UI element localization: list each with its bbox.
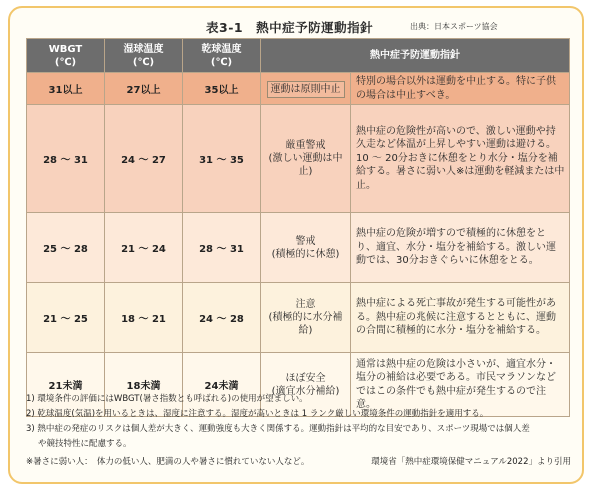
table-row xyxy=(27,105,570,213)
citation: 環境省「熱中症環境保健マニュアル2022」より引用 xyxy=(371,457,571,467)
cell-dry: 24未満 xyxy=(183,353,261,417)
cell-description: 通常は熱中症の危険は小さいが、適宜水分・塩分の補給は必要である。市民マラソンなどではこの条件でも熱中症が発生するので注意。 xyxy=(351,353,570,417)
header-wbgt-text: WBGT (℃) xyxy=(48,43,83,68)
cell-wbgt: 31以上 xyxy=(27,73,105,105)
notes-section xyxy=(26,392,571,452)
header-wet-text: 湿球温度 (℃) xyxy=(123,43,164,68)
header-guideline-text: 熱中症予防運動指針 xyxy=(370,50,460,61)
cell-dry: 31 〜 35 xyxy=(183,105,261,213)
level-label: 厳重警戒 (激しい運動は中止) xyxy=(268,140,343,177)
cell-level xyxy=(261,105,351,213)
level-label: 警戒 (積極的に休憩) xyxy=(271,235,340,260)
note-3-continued: や競技特性に配慮する。 xyxy=(38,439,132,449)
cell-level xyxy=(261,283,351,353)
cell-wet: 27以上 xyxy=(105,73,183,105)
title-row xyxy=(10,18,586,38)
header-wet-bulb xyxy=(105,39,183,73)
source-note: 出典：日本スポーツ協会 xyxy=(410,22,498,31)
level-label: 注意 (積極的に水分補給) xyxy=(268,299,343,336)
header-wbgt xyxy=(27,39,105,73)
cell-description: 特別の場合以外は運動を中止する。特に子供の場合は中止すべき。 xyxy=(351,73,570,105)
footnote: ※暑さに弱い人： 体力の低い人、肥満の人や暑さに慣れていない人など。 xyxy=(26,457,310,467)
level-label: ほぼ安全 (適宜水分補給) xyxy=(271,372,340,397)
header-row xyxy=(27,39,570,73)
guideline-table xyxy=(26,38,570,417)
header-guideline xyxy=(261,39,570,73)
cell-wbgt: 21 〜 25 xyxy=(27,283,105,353)
cell-wet: 21 〜 24 xyxy=(105,213,183,283)
cell-description: 熱中症の危険性が高いので、激しい運動や持久走など体温が上昇しやすい運動は避ける。10 〜 20分おきに休憩をとり水分・塩分を補給する。暑さに弱い人※は運動を軽減または中止。 xyxy=(351,105,570,213)
cell-wbgt: 28 〜 31 xyxy=(27,105,105,213)
cell-dry: 35以上 xyxy=(183,73,261,105)
table-title: 表3-1 熱中症予防運動指針 xyxy=(206,20,374,35)
cell-level xyxy=(261,213,351,283)
table-row xyxy=(27,283,570,353)
cell-description: 熱中症による死亡事故が発生する可能性がある。熱中症の兆候に注意するとともに、運動の合間に積極的に水分・塩分を補給する。 xyxy=(351,283,570,353)
cell-dry: 28 〜 31 xyxy=(183,213,261,283)
table-row xyxy=(27,213,570,283)
cell-wbgt: 21未満 xyxy=(27,353,105,417)
cell-description: 熱中症の危険が増すので積極的に休憩をとり、適宜、水分・塩分を補給する。激しい運動では、30分おきぐらいに休憩をとる。 xyxy=(351,213,570,283)
header-dry-bulb xyxy=(183,39,261,73)
cell-dry: 24 〜 28 xyxy=(183,283,261,353)
note-3: 3) 熱中症の発症のリスクは個人差が大きく、運動強度も大きく関係する。運動指針は平均的な目安であり、スポーツ現場では個人差 xyxy=(26,424,530,434)
note-1: 1) 環境条件の評価にはWBGT(暑さ指数とも呼ばれる)の使用が望ましい。 xyxy=(26,394,308,404)
cell-wet: 24 〜 27 xyxy=(105,105,183,213)
cell-wet: 18未満 xyxy=(105,353,183,417)
note-2: 2) 乾球温度(気温)を用いるときは、湿度に注意する。湿度が高いときは 1 ランク厳しい環境条件の運動指針を適用する。 xyxy=(26,409,489,419)
cell-wet: 18 〜 21 xyxy=(105,283,183,353)
cell-wbgt: 25 〜 28 xyxy=(27,213,105,283)
cell-level xyxy=(261,73,351,105)
table-row xyxy=(27,73,570,105)
level-label: 運動は原則中止 xyxy=(267,81,345,98)
header-dry-text: 乾球温度 (℃) xyxy=(201,43,242,68)
